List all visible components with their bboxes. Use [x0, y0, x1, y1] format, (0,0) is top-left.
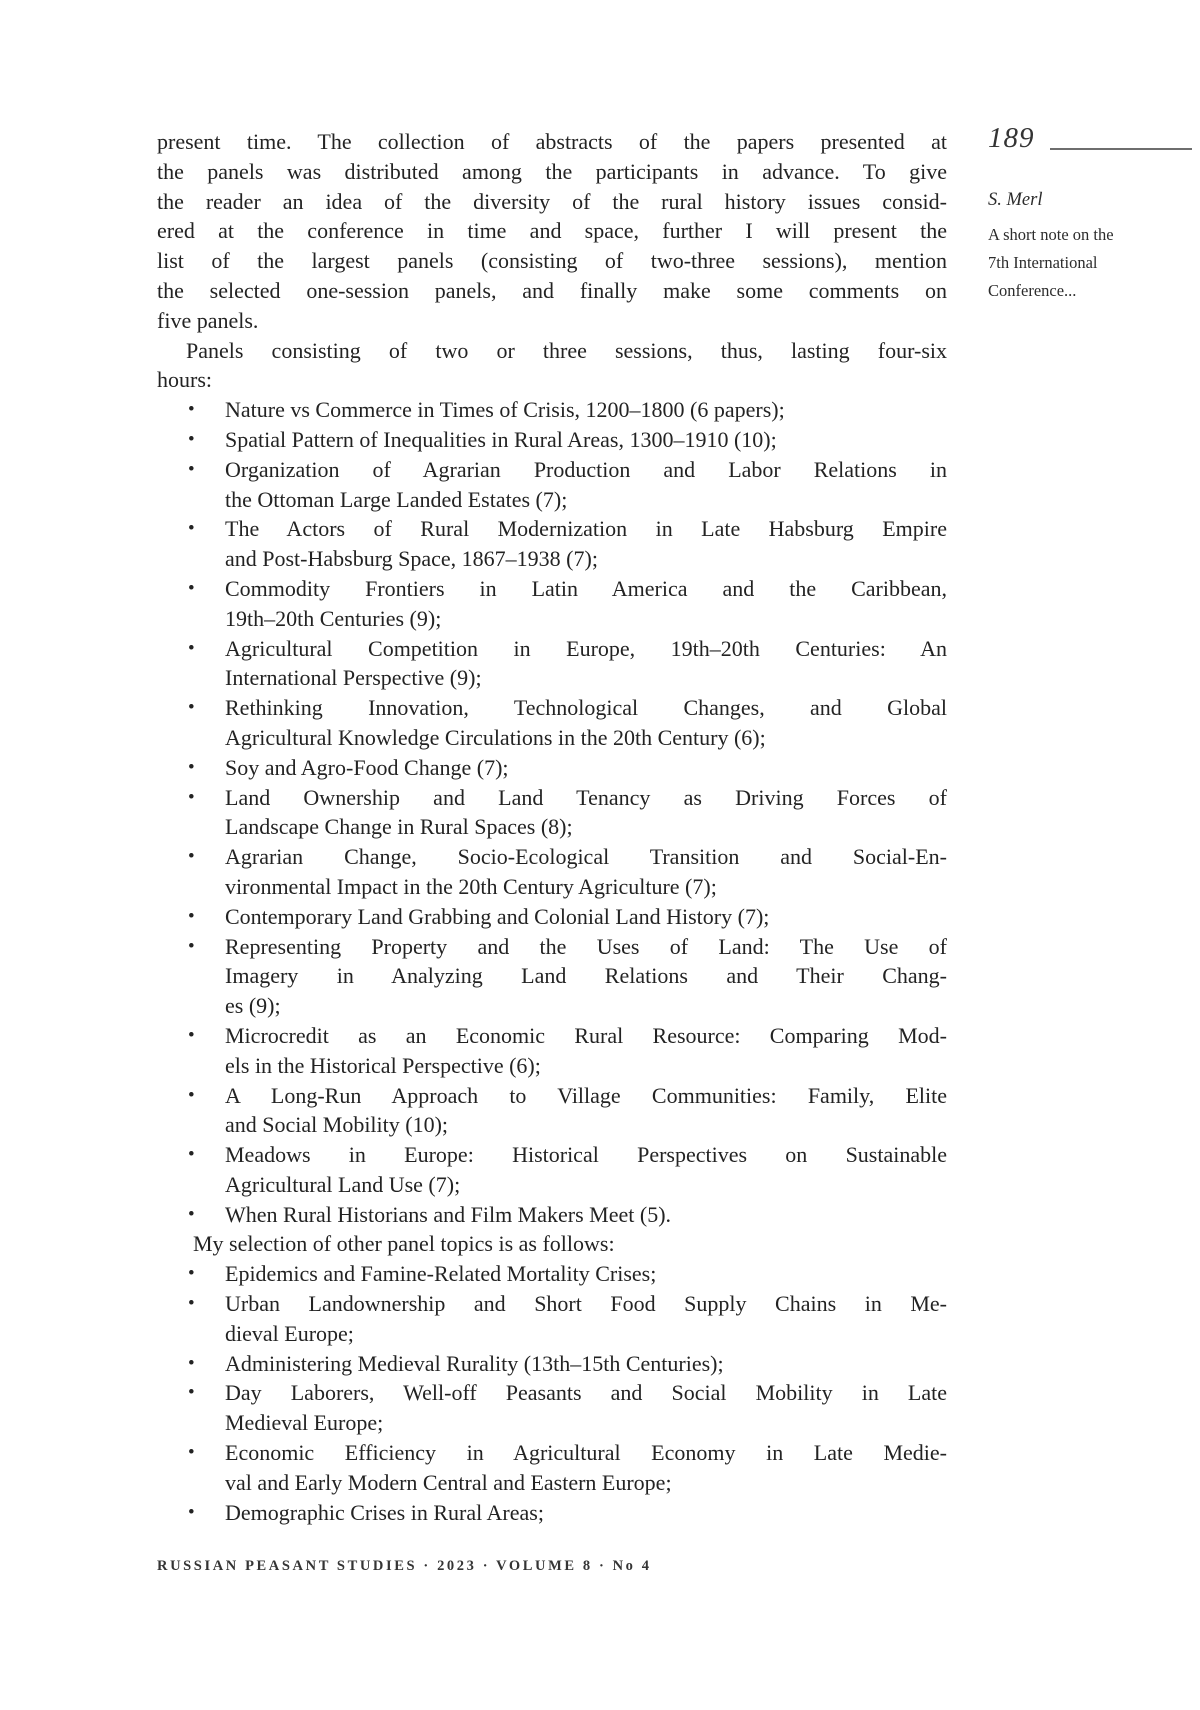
text-line: Panels consisting of two or three sessions, thus, lasting four-six — [186, 337, 947, 363]
margin-author: S. Merl — [988, 190, 1043, 210]
bullet-icon: • — [188, 786, 195, 808]
list-item — [157, 1140, 947, 1200]
text-line: Spatial Pattern of Inequalities in Rural Areas, 1300–1910 (10); — [225, 426, 777, 452]
bullet-icon: • — [188, 1442, 195, 1464]
paragraph — [157, 127, 947, 336]
text-line: Contemporary Land Grabbing and Colonial Land History (7); — [225, 903, 770, 929]
text-line: es (9); — [225, 993, 281, 1019]
text-line: val and Early Modern Central and Eastern Europe; — [225, 1469, 672, 1495]
list-item — [157, 514, 947, 574]
text-line: list of the largest panels (consisting of two-three sessions), mention — [157, 248, 947, 274]
text-line: vironmental Impact in the 20th Century Agriculture (7); — [225, 873, 717, 899]
text-line: and Post-Habsburg Space, 1867–1938 (7); — [225, 546, 598, 572]
text-line: Administering Medieval Rurality (13th–15th Centuries); — [225, 1350, 724, 1376]
margin-note-line: 7th International — [988, 253, 1098, 272]
text-line: Imagery in Analyzing Land Relations and Their Chang- — [225, 963, 947, 989]
text-line: the reader an idea of the diversity of the rural history issues consid- — [157, 188, 947, 214]
bullet-icon: • — [188, 697, 195, 719]
text-line: the selected one-session panels, and finally make some comments on — [157, 277, 947, 303]
list-item — [157, 1021, 947, 1081]
text-line: Microcredit as an Economic Rural Resource: Comparing Mod- — [225, 1022, 947, 1048]
text-line: 19th–20th Centuries (9); — [225, 605, 442, 631]
list-item — [157, 1498, 947, 1528]
paragraph — [193, 1229, 947, 1259]
text-line: My selection of other panel topics is as follows: — [193, 1231, 615, 1257]
bullet-icon: • — [188, 458, 195, 480]
text-line: Rethinking Innovation, Technological Changes, and Global — [225, 695, 947, 721]
text-line: International Perspective (9); — [225, 665, 482, 691]
text-line: Economic Efficiency in Agricultural Economy in Late Medie- — [225, 1440, 947, 1466]
text-line: Agricultural Knowledge Circulations in the 20th Century (6); — [225, 724, 766, 750]
bullet-icon: • — [188, 756, 195, 778]
page-number-rule — [1050, 148, 1192, 150]
list-item — [157, 1349, 947, 1379]
text-line: Epidemics and Famine-Related Mortality Crises; — [225, 1261, 657, 1287]
text-line: Representing Property and the Uses of Land: The Use of — [225, 933, 947, 959]
text-line: and Social Mobility (10); — [225, 1112, 449, 1138]
text-line: Medieval Europe; — [225, 1410, 384, 1436]
list-item — [157, 1378, 947, 1438]
text-line: When Rural Historians and Film Makers Meet (5). — [225, 1201, 672, 1227]
text-line: five panels. — [157, 307, 259, 333]
margin-note-line: A short note on the — [988, 225, 1114, 244]
bullet-icon: • — [188, 935, 195, 957]
list-item — [157, 425, 947, 455]
text-line: Commodity Frontiers in Latin America and the Caribbean, — [225, 575, 947, 601]
list-item — [157, 842, 947, 902]
list-item — [157, 1200, 947, 1230]
text-line: Urban Landownership and Short Food Supply Chains in Me- — [225, 1291, 947, 1317]
list-item — [157, 753, 947, 783]
paragraph — [157, 336, 947, 396]
bullet-icon: • — [188, 1144, 195, 1166]
bullet-icon: • — [188, 1501, 195, 1523]
margin-note — [988, 221, 1193, 305]
text-line: Nature vs Commerce in Times of Crisis, 1200–1800 (6 papers); — [225, 397, 785, 423]
margin-note-line: Conference... — [988, 281, 1077, 300]
bullet-icon: • — [188, 1263, 195, 1285]
list-item — [157, 455, 947, 515]
bullet-icon: • — [188, 1084, 195, 1106]
list-item — [157, 783, 947, 843]
bullet-icon: • — [188, 1352, 195, 1374]
list-item — [157, 1081, 947, 1141]
bullet-icon: • — [188, 1203, 195, 1225]
list-item — [157, 395, 947, 425]
bullet-icon: • — [188, 518, 195, 540]
text-line: A Long-Run Approach to Village Communities: Family, Elite — [225, 1082, 947, 1108]
bullet-icon: • — [188, 637, 195, 659]
page-number: 189 — [988, 122, 1035, 154]
text-line: Agricultural Land Use (7); — [225, 1171, 461, 1197]
bullet-icon: • — [188, 1293, 195, 1315]
text-line: els in the Historical Perspective (6); — [225, 1052, 541, 1078]
text-line: Landscape Change in Rural Spaces (8); — [225, 814, 573, 840]
list-item — [157, 1259, 947, 1289]
bullet-icon: • — [188, 846, 195, 868]
text-line: Meadows in Europe: Historical Perspectives on Sustainable — [225, 1142, 947, 1168]
list-item — [157, 932, 947, 1021]
text-line: the Ottoman Large Landed Estates (7); — [225, 486, 568, 512]
text-line: Soy and Agro-Food Change (7); — [225, 754, 509, 780]
list-item — [157, 1289, 947, 1349]
bullet-icon: • — [188, 1024, 195, 1046]
text-line: Agricultural Competition in Europe, 19th–20th Centuries: An — [225, 635, 947, 661]
list-item — [157, 574, 947, 634]
list-item — [157, 1438, 947, 1498]
body-text — [157, 127, 947, 1527]
text-line: The Actors of Rural Modernization in Late Habsburg Empire — [225, 516, 947, 542]
bullet-icon: • — [188, 399, 195, 421]
bullet-icon: • — [188, 428, 195, 450]
text-line: ered at the conference in time and space, further I will present the — [157, 218, 947, 244]
bullet-icon: • — [188, 577, 195, 599]
text-line: Agrarian Change, Socio-Ecological Transition and Social-En- — [225, 844, 947, 870]
text-line: Demographic Crises in Rural Areas; — [225, 1499, 544, 1525]
text-line: hours: — [157, 367, 212, 393]
list-item — [157, 693, 947, 753]
journal-footer: RUSSIAN PEASANT STUDIES · 2023 · VOLUME 8 · No 4 — [157, 1558, 652, 1574]
list-item — [157, 634, 947, 694]
bullet-icon: • — [188, 1382, 195, 1404]
text-line: Organization of Agrarian Production and Labor Relations in — [225, 456, 947, 482]
text-line: dieval Europe; — [225, 1320, 354, 1346]
bullet-icon: • — [188, 905, 195, 927]
text-line: present time. The collection of abstracts of the papers presented at — [157, 129, 947, 154]
list-item — [157, 902, 947, 932]
text-line: Day Laborers, Well-off Peasants and Social Mobility in Late — [225, 1380, 947, 1406]
text-line: Land Ownership and Land Tenancy as Driving Forces of — [225, 784, 947, 810]
text-line: the panels was distributed among the participants in advance. To give — [157, 158, 947, 184]
